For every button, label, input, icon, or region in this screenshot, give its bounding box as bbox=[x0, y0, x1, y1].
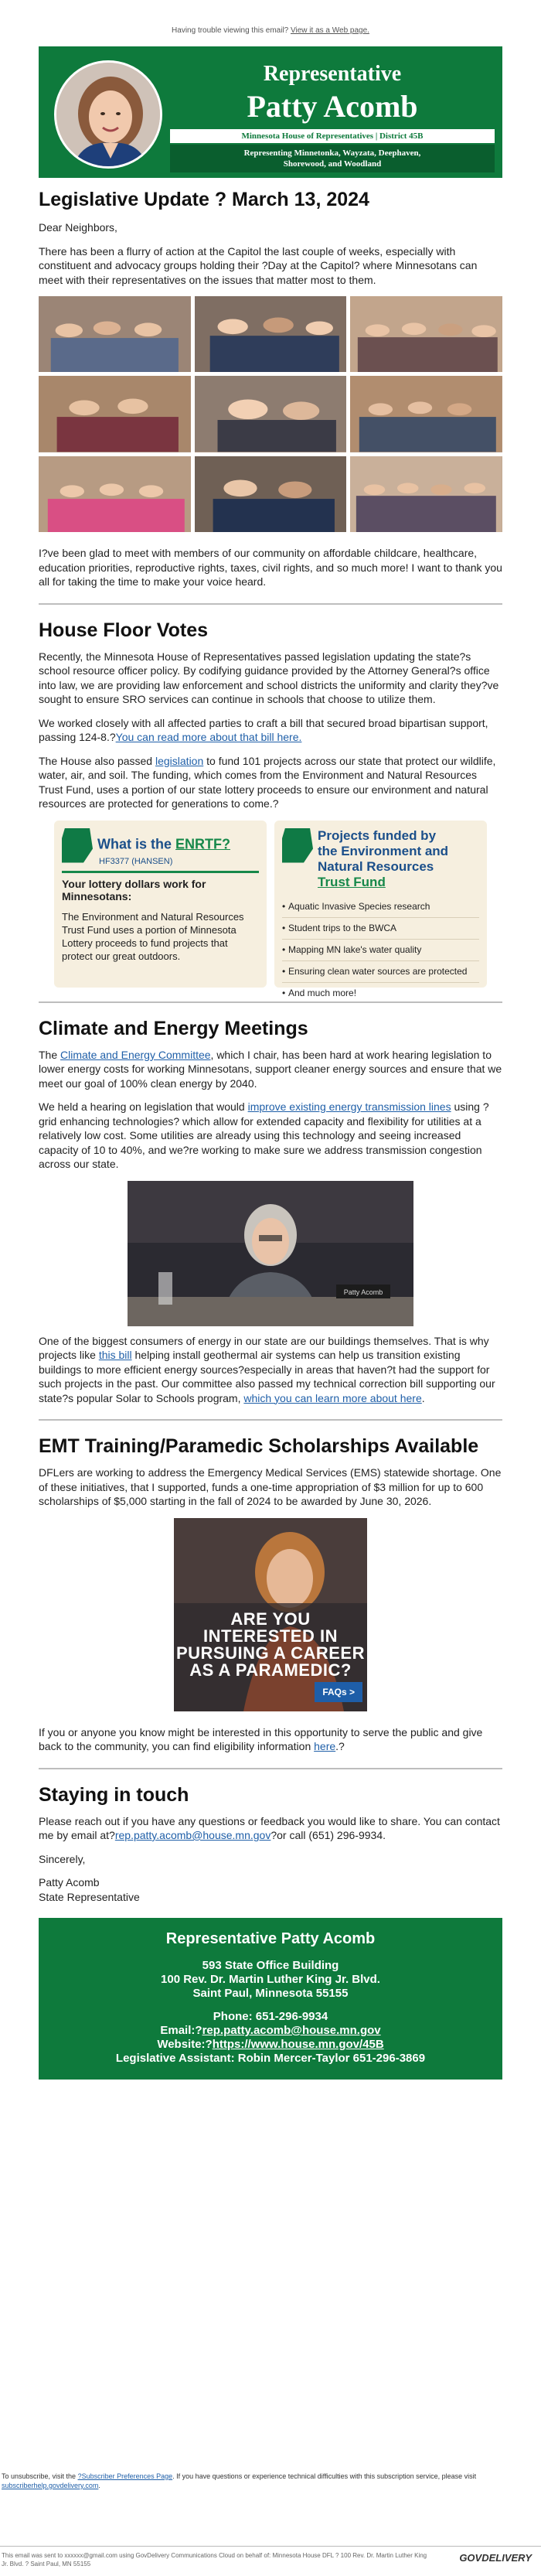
climate-p3-after: . bbox=[421, 1391, 425, 1404]
enrtf-rule bbox=[62, 871, 259, 873]
touch-paragraph bbox=[39, 1814, 502, 1843]
paramedic-graphic-text: ARE YOU INTERESTED IN PURSUING A CAREER AS A PARAMEDIC? bbox=[175, 1609, 365, 1680]
read-more-bill-link[interactable]: You can read more about that bill here. bbox=[115, 731, 302, 743]
collage-photo bbox=[39, 376, 191, 452]
list-item: • Student trips to the BWCA bbox=[282, 918, 479, 940]
footer-email bbox=[39, 2024, 502, 2038]
header-title-2: Patty Acomb bbox=[247, 89, 418, 124]
preheader-text: Having trouble viewing this email? bbox=[172, 26, 291, 35]
ems-paragraph-2 bbox=[39, 1725, 502, 1754]
climate-title: Climate and Energy Meetings bbox=[39, 1017, 308, 1039]
ems-p2-after: .? bbox=[335, 1740, 345, 1752]
house-floor-p3-after: to fund 101 projects across our state that protect our wildlife, water, air, and soil. The funding, which comes from the Environment and Natural Resources Trust Fund, uses a portion of our state lottery proceeds to ensure our environment and natural resources are protected for generations to come.? bbox=[39, 754, 496, 810]
collage-photo bbox=[195, 376, 347, 452]
enrtf-left-heading: Your lottery dollars work for Minnesotans: bbox=[62, 877, 206, 902]
climate-p2-before: We held a hearing on legislation that would bbox=[39, 1100, 248, 1113]
climate-committee-link[interactable]: Climate and Energy Committee bbox=[60, 1048, 211, 1061]
enrtf-right-title-1: Projects funded by bbox=[318, 827, 437, 843]
transmission-lines-link[interactable]: improve existing energy transmission lines bbox=[247, 1100, 451, 1113]
enrtf-project-list bbox=[282, 896, 479, 1004]
footer-email-link[interactable]: rep.patty.acomb@house.mn.gov bbox=[202, 2024, 381, 2037]
enrtf-left-body bbox=[62, 878, 259, 963]
subscriber-help-link[interactable]: subscriberhelp.govdelivery.com bbox=[2, 2482, 99, 2489]
closing: Sincerely, bbox=[39, 1852, 86, 1865]
district-bar: Minnesota House of Representatives | District 45B bbox=[170, 129, 495, 143]
house-floor-paragraph-3 bbox=[39, 754, 502, 811]
house-floor-paragraph-2 bbox=[39, 716, 502, 745]
newsletter-card bbox=[39, 46, 502, 2080]
enrtf-left-title bbox=[97, 836, 230, 851]
footer-website bbox=[39, 2038, 502, 2052]
climate-paragraph-3 bbox=[39, 1334, 502, 1406]
collage-photo bbox=[350, 456, 502, 532]
touch-p1-after: ?or call (651) 296-9934. bbox=[270, 1829, 386, 1841]
staying-in-touch-title: Staying in touch bbox=[39, 1783, 189, 1806]
footer-phone: Phone: 651-296-9934 bbox=[213, 2010, 328, 2023]
bottom-divider bbox=[0, 2546, 541, 2547]
header-text bbox=[170, 56, 495, 172]
touch-p1-before: Please reach out if you have any questions or feedback you would like to share. You can contact me by email at? bbox=[39, 1814, 500, 1841]
cities-bar bbox=[170, 145, 495, 172]
greeting: Dear Neighbors, bbox=[39, 221, 117, 234]
collage-photo bbox=[195, 296, 347, 372]
climate-p3-mid: helping install geothermal air systems can help us transition existing buildings to more efficient energy sources?especially in areas that haven?t had the support for such projects in the past. Our committee also passed my technical correction bill supporting our state?s popular Solar to Schools program, bbox=[39, 1349, 495, 1404]
photo-collage bbox=[39, 296, 502, 532]
intro-paragraph-2: I?ve been glad to meet with members of our community on affordable childcare, healthcare, education priorities, reproductive rights, taxes, civil rights, and so much more! I want to thank you all for taking the time to make your voice heard. bbox=[39, 547, 502, 588]
collage-photo bbox=[39, 296, 191, 372]
enrtf-right-panel bbox=[274, 821, 487, 998]
minnesota-map-icon bbox=[282, 828, 313, 863]
house-floor-p2-text: We worked closely with all affected parties to craft a bill that secured broad bipartisan support, passing 124-8.? bbox=[39, 716, 488, 743]
cities-line-2: Shorewood, and Woodland bbox=[283, 159, 382, 169]
house-floor-paragraph-1: Recently, the Minnesota House of Representatives passed legislation updating the state?s school resource officer policy. By codifying guidance provided by the Attorney General?s office into law, we are providing law enforcement and school districts the uniformity and clarity they?ve sought to ensure SRO services can continue in schools that choose to utilize them. bbox=[39, 650, 499, 705]
footer-contact bbox=[39, 1918, 502, 2080]
header-title-1: Representative bbox=[263, 62, 402, 86]
divider bbox=[39, 603, 502, 605]
signature-title: State Representative bbox=[39, 1890, 140, 1903]
list-item: • Ensuring clean water sources are protected bbox=[282, 961, 479, 983]
intro-paragraph-1: There has been a flurry of action at the Capitol the last couple of weeks, especially with constituent and advocacy groups holding their ?Day at the Capitol? where Minnesotans can meet with their representatives on the issues that matter most to them. bbox=[39, 244, 478, 286]
enrtf-right-title bbox=[318, 828, 448, 890]
climate-p3-before: One of the biggest consumers of energy in our state are our buildings themselves. That is why projects like bbox=[39, 1334, 489, 1361]
list-item: • Mapping MN lake's water quality bbox=[282, 940, 479, 961]
footer-assistant: Legislative Assistant: Robin Mercer-Taylor 651-296-3869 bbox=[115, 2052, 426, 2065]
divider bbox=[39, 1768, 502, 1769]
ems-p2-before: If you or anyone you know might be interested in this opportunity to serve the public and give back to the community, you can find eligibility information bbox=[39, 1725, 483, 1752]
enrtf-graphic bbox=[54, 821, 487, 998]
collage-photo bbox=[350, 296, 502, 372]
enrtf-right-title-3: Natural Resources bbox=[318, 858, 434, 874]
preheader bbox=[0, 26, 541, 35]
climate-p1-before: The bbox=[39, 1048, 61, 1061]
solar-schools-link[interactable]: which you can learn more about here bbox=[243, 1391, 422, 1404]
climate-paragraph-1 bbox=[39, 1048, 502, 1091]
divider bbox=[39, 1419, 502, 1421]
web-page-link[interactable]: View it as a Web page. bbox=[291, 26, 369, 35]
footer-name: Representative Patty Acomb bbox=[165, 1930, 376, 1947]
faqs-button[interactable]: FAQs > bbox=[315, 1682, 362, 1702]
climate-p1-after: , which I chair, has been hard at work hearing legislation to lower energy costs for working Minnesotans, support cleaner energy sources and ensure that we meet our goal of 100% clean energy by 2040. bbox=[39, 1048, 502, 1090]
nameplate: Patty Acomb bbox=[343, 1288, 383, 1296]
footer-website-link[interactable]: https://www.house.mn.gov/45B bbox=[212, 2038, 384, 2051]
signature-name: Patty Acomb bbox=[39, 1876, 100, 1888]
committee-photo bbox=[128, 1181, 413, 1326]
enrtf-left-text: The Environment and Natural Resources Trust Fund uses a portion of Minnesota Lottery proceeds to fund projects that protect our great outdoors. bbox=[62, 910, 244, 962]
unsubscribe-notice bbox=[0, 2472, 541, 2490]
enrtf-bill: HF3377 (HANSEN) bbox=[99, 856, 173, 866]
unsubscribe-text-after: . bbox=[98, 2482, 100, 2489]
collage-photo bbox=[39, 456, 191, 532]
legislation-link[interactable]: legislation bbox=[155, 754, 204, 767]
footer-email-label: Email:? bbox=[160, 2024, 202, 2037]
collage-photo bbox=[195, 456, 347, 532]
list-item: • Aquatic Invasive Species research bbox=[282, 896, 479, 918]
enrtf-left-title-a: What is the bbox=[97, 836, 176, 852]
collage-photo bbox=[350, 376, 502, 452]
house-floor-p3-before: The House also passed bbox=[39, 754, 155, 767]
house-floor-title: House Floor Votes bbox=[39, 619, 209, 641]
footer-address-1: 593 State Office Building bbox=[202, 1959, 339, 1972]
enrtf-left-title-b: ENRTF? bbox=[175, 836, 231, 852]
govdelivery-logo: GOVDELIVERY bbox=[459, 2552, 532, 2564]
minnesota-map-icon bbox=[62, 828, 93, 863]
cities-line-1: Representing Minnetonka, Wayzata, Deephaven, bbox=[243, 148, 421, 158]
list-item: • And much more! bbox=[282, 983, 479, 1004]
sent-to-notice: This email was sent to xxxxxx@gmail.com using GovDelivery Communications Cloud on behalf of: Minnesota House DFL ? 100 Rev. Dr. Martin Luther King Jr. Blvd. ? Saint Paul, MN 55155 bbox=[2, 2552, 427, 2567]
unsubscribe-text-before: To unsubscribe, visit the bbox=[2, 2472, 78, 2480]
unsubscribe-text-mid: . If you have questions or experience technical difficulties with this subscription service, please visit bbox=[172, 2472, 477, 2480]
footer-address-3: Saint Paul, Minnesota 55155 bbox=[192, 1987, 349, 2000]
email-link[interactable]: rep.patty.acomb@house.mn.gov bbox=[114, 1829, 271, 1841]
ems-title: EMT Training/Paramedic Scholarships Available bbox=[39, 1435, 479, 1457]
footer-website-label: Website:? bbox=[157, 2038, 213, 2051]
geothermal-bill-link[interactable]: this bill bbox=[98, 1349, 132, 1361]
paramedic-graphic[interactable] bbox=[174, 1518, 367, 1711]
update-title: Legislative Update ? March 13, 2024 bbox=[39, 189, 369, 210]
enrtf-right-title-4: Trust Fund bbox=[318, 874, 386, 889]
footer-address-2: 100 Rev. Dr. Martin Luther King Jr. Blvd. bbox=[161, 1973, 380, 1986]
enrtf-left-panel bbox=[54, 821, 267, 988]
subscriber-preferences-link[interactable]: ?Subscriber Preferences Page bbox=[77, 2472, 173, 2480]
header-banner bbox=[39, 46, 502, 178]
climate-p2-after: using ?grid enhancing technologies? which allow for extended capacity and flexibility for utilities at a relatively low cost. Some utilities are already using this technology and seeing increased capacity of 10 to 40%, and we?re working to make sure we address transmission congestion across our state. bbox=[39, 1100, 489, 1170]
eligibility-link[interactable]: here bbox=[314, 1740, 336, 1752]
climate-paragraph-2 bbox=[39, 1100, 502, 1172]
portrait-image bbox=[54, 60, 162, 169]
enrtf-right-title-2: the Environment and bbox=[318, 843, 449, 858]
content bbox=[39, 189, 502, 2080]
ems-paragraph-1: DFLers are working to address the Emergency Medical Services (EMS) statewide shortage. One of these initiatives, that I supported, funds a one-time appropriation of $3 million for up to 600 scholarships of $5,000 starting in the fall of 2024 to be awarded by June 30, 2026. bbox=[39, 1466, 502, 1507]
